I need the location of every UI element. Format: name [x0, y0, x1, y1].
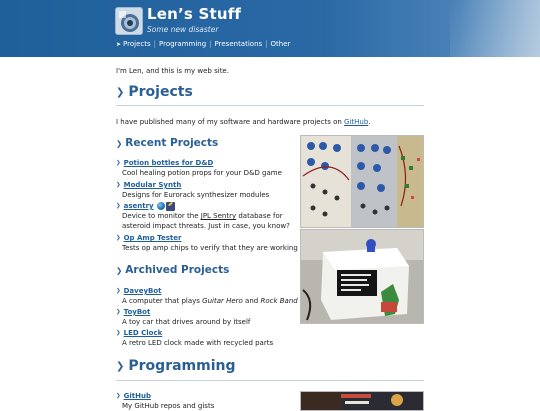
recent-projects-heading — [116, 137, 218, 149]
intro-text: I'm Len, and this is my web site. — [116, 67, 229, 75]
archived-projects-heading — [116, 264, 229, 276]
project-desc — [116, 211, 301, 221]
project-link-daveybot[interactable]: DaveyBot — [123, 287, 162, 295]
chevron-right-icon: ❯ — [116, 330, 121, 336]
op-amp-tester-photo[interactable] — [300, 229, 424, 324]
project-desc: Designs for Eurorack synthesizer modules — [122, 191, 270, 199]
projects-intro-end: . — [368, 118, 371, 126]
list-item — [116, 201, 301, 231]
list-item — [116, 307, 301, 327]
chevron-right-icon: ❯ — [116, 360, 125, 372]
project-link-led-clock[interactable]: LED Clock — [123, 329, 163, 337]
chevron-right-icon: ❯ — [116, 203, 121, 209]
projects-heading — [116, 84, 193, 100]
programming-heading — [116, 358, 236, 374]
daveybot-desc-em2: Rock Band — [260, 297, 298, 305]
chevron-right-icon: ❯ — [116, 288, 121, 294]
project-link-op-amp-tester[interactable]: Op Amp Tester — [123, 234, 182, 242]
divider — [116, 105, 424, 106]
nav-item-projects[interactable]: Projects — [123, 40, 151, 48]
programming-photo[interactable] — [300, 391, 424, 411]
globe-icon — [157, 202, 165, 210]
project-desc: Tests op amp chips to verify that they are working — [122, 244, 298, 252]
asentry-desc-text-2: database for — [236, 212, 283, 220]
recent-projects-heading-label: Recent Projects — [125, 137, 219, 149]
jpl-sentry-link[interactable]: JPL Sentry — [200, 212, 237, 220]
nav-separator: | — [153, 40, 156, 48]
project-desc: My GitHub repos and gists — [122, 402, 215, 410]
project-link-toybot[interactable]: ToyBot — [123, 308, 151, 316]
project-desc: Cool healing potion props for your D&D game — [122, 169, 282, 177]
project-desc: A retro LED clock made with recycled parts — [122, 339, 274, 347]
nav-arrow-icon: ➤ — [116, 40, 122, 48]
chevron-right-icon: ❯ — [116, 309, 121, 315]
daveybot-desc-text: A computer that plays — [122, 297, 203, 305]
modular-synth-photo[interactable] — [300, 135, 424, 228]
project-link-potion-bottles[interactable]: Potion bottles for D&D — [123, 159, 214, 167]
main-nav — [116, 40, 290, 48]
project-desc — [116, 296, 301, 306]
site-header — [0, 0, 540, 57]
site-title[interactable]: Len’s Stuff — [147, 5, 242, 23]
asentry-desc-text: Device to monitor the — [122, 212, 201, 220]
list-item — [116, 158, 301, 178]
archived-projects-heading-label: Archived Projects — [125, 264, 230, 276]
nav-separator: | — [265, 40, 268, 48]
site-logo[interactable] — [115, 7, 143, 35]
list-item — [116, 233, 301, 253]
project-desc: A toy car that drives around by itself — [122, 318, 251, 326]
nav-item-other[interactable]: Other — [270, 40, 291, 48]
project-desc-line2: asteroid impact threats. Just in case, you know? — [122, 222, 290, 230]
project-link-github[interactable]: GitHub — [123, 392, 151, 400]
projects-intro — [116, 118, 371, 126]
chevron-right-icon: ❯ — [116, 182, 121, 188]
list-item — [116, 180, 301, 200]
chevron-right-icon: ❯ — [116, 138, 123, 148]
daveybot-desc-em: Guitar Hero — [202, 297, 243, 305]
project-link-asentry[interactable]: asentry — [123, 202, 154, 210]
programming-heading-label: Programming — [128, 358, 236, 374]
comet-icon — [166, 202, 175, 211]
project-link-modular-synth[interactable]: Modular Synth — [123, 181, 182, 189]
chevron-right-icon: ❯ — [116, 86, 125, 98]
site-subtitle: Some new disaster — [147, 25, 219, 34]
list-item — [116, 328, 301, 348]
chevron-right-icon: ❯ — [116, 393, 121, 399]
list-item — [116, 391, 301, 411]
chevron-right-icon: ❯ — [116, 265, 123, 275]
chevron-right-icon: ❯ — [116, 160, 121, 166]
github-link[interactable]: GitHub — [344, 118, 369, 126]
chevron-right-icon: ❯ — [116, 235, 121, 241]
projects-intro-text: I have published many of my software and hardware projects on — [116, 118, 345, 126]
divider — [116, 380, 424, 381]
nav-item-presentations[interactable]: Presentations — [214, 40, 263, 48]
list-item — [116, 286, 301, 306]
nav-item-programming[interactable]: Programming — [159, 40, 207, 48]
header-gradient — [450, 0, 540, 57]
projects-heading-label: Projects — [128, 84, 193, 100]
nav-separator: | — [209, 40, 212, 48]
daveybot-desc-mid: and — [242, 297, 261, 305]
